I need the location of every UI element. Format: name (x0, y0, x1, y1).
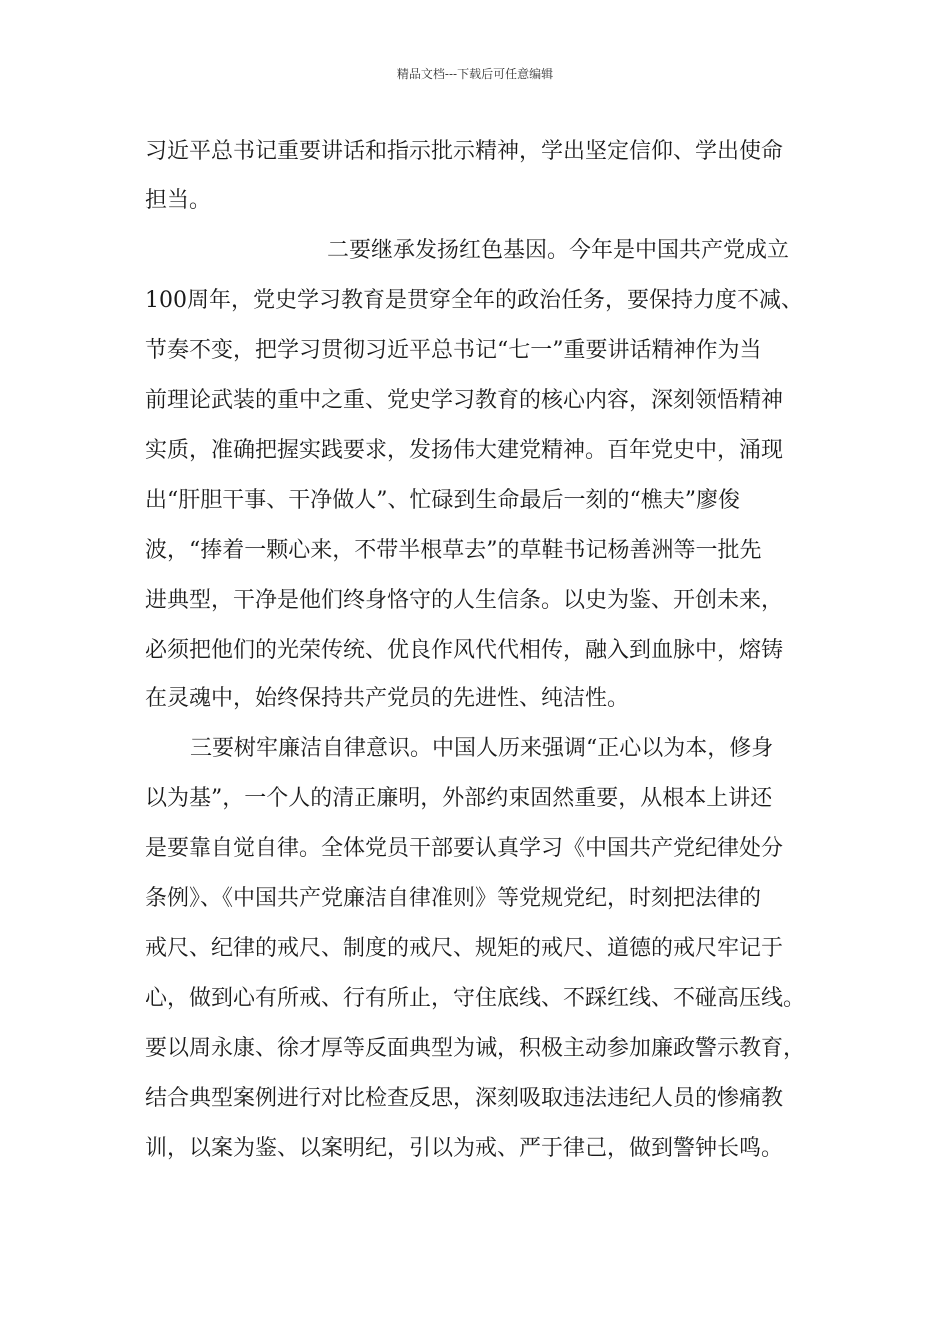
text-line: 必须把他们的光荣传统、优良作风代代相传，融入到血脉中，熔铸 (145, 638, 784, 663)
text-line: 100周年，党史学习教育是贯穿全年的政治任务，要保持力度不减、 (145, 288, 803, 313)
paragraph-start: 二要继承发扬红色基因。今年是中国共产党成立 (327, 238, 790, 263)
text-line: 前理论武装的重中之重、党史学习教育的核心内容，深刻领悟精神 (145, 388, 784, 413)
text-line: 节奏不变，把学习贯彻习近平总书记“七一”重要讲话精神作为当 (145, 338, 762, 363)
text-line: 进典型，干净是他们终身恪守的人生信条。以史为鉴、开创未来， (145, 588, 784, 613)
text-line: 训，以案为鉴、以案明纪，引以为戒、严于律己，做到警钟长鸣。 (145, 1136, 784, 1161)
text-line: 担当。 (145, 188, 212, 213)
text-line: 以为基”，一个人的清正廉明，外部约束固然重要，从根本上讲还 (145, 786, 773, 811)
page-header: 精品文档---下载后可任意编辑 (396, 67, 554, 81)
text-line: 结合典型案例进行对比检查反思，深刻吸取违法违纪人员的惨痛教 (145, 1086, 784, 1111)
text-line: 条例》、《中国共产党廉洁自律准则》等党规党纪，时刻把法律的 (145, 886, 762, 911)
text-line: 实质，准确把握实践要求，发扬伟大建党精神。百年党史中，涌现 (145, 438, 784, 463)
text-line: 波，“捧着一颗心来，不带半根草去”的草鞋书记杨善洲等一批先 (145, 538, 762, 563)
text-line: 心，做到心有所戒、行有所止，守住底线、不踩红线、不碰高压线。 (145, 986, 806, 1011)
text-line: 在灵魂中，始终保持共产党员的先进性、纯洁性。 (145, 686, 630, 711)
paragraph-start: 三要树牢廉洁自律意识。中国人历来强调“正心以为本，修身 (190, 736, 774, 761)
text-line: 习近平总书记重要讲话和指示批示精神，学出坚定信仰、学出使命 (145, 139, 784, 164)
text-line: 出“肝胆干事、干净做人”、忙碌到生命最后一刻的“樵夫”廖俊 (145, 488, 740, 513)
text-line: 是要靠自觉自律。全体党员干部要认真学习《中国共产党纪律处分 (145, 836, 784, 861)
text-line: 戒尺、纪律的戒尺、制度的戒尺、规矩的戒尺、道德的戒尺牢记于 (145, 936, 784, 961)
text-line: 要以周永康、徐才厚等反面典型为诫，积极主动参加廉政警示教育， (145, 1036, 806, 1061)
